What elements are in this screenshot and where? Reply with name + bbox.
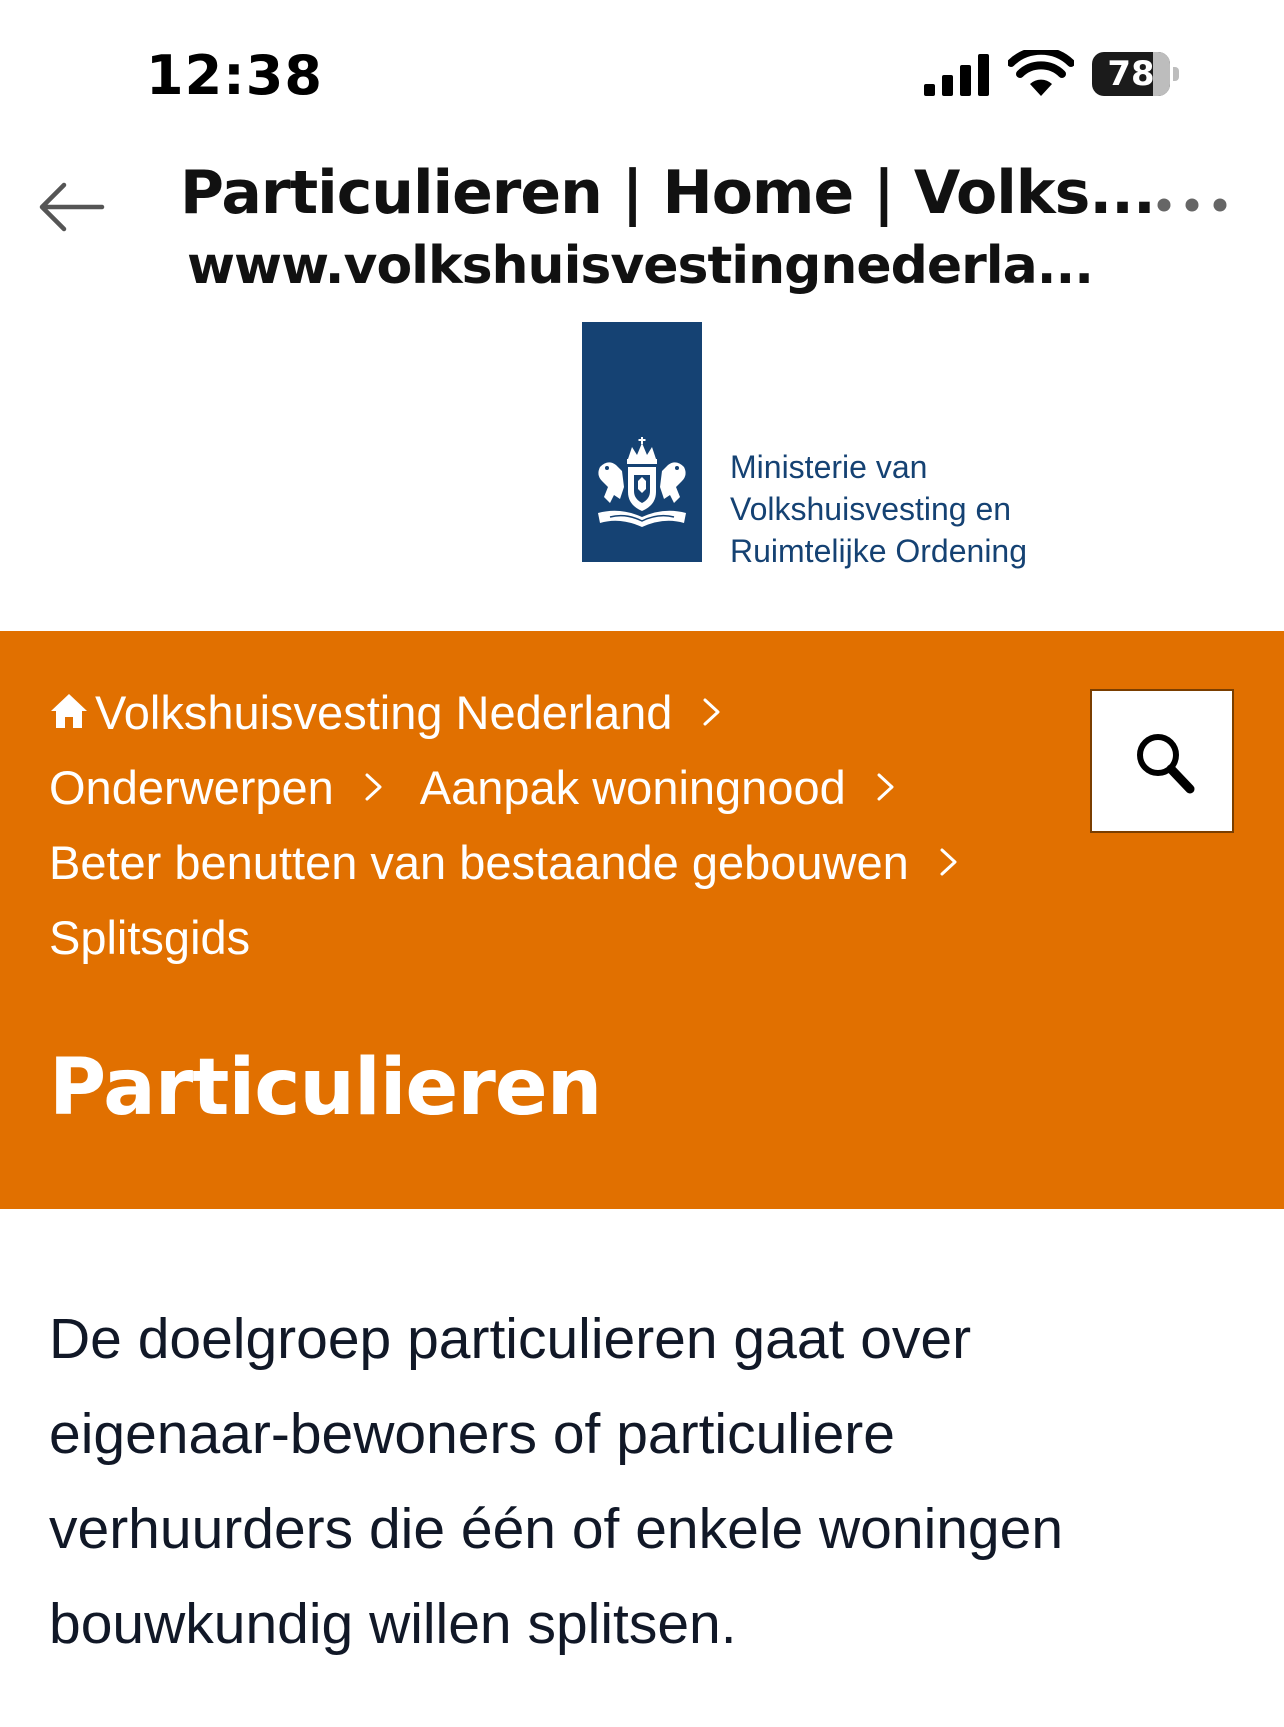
ministry-name-line: Ruimtelijke Ordening [730,533,1028,569]
back-arrow-icon[interactable] [36,180,106,234]
breadcrumb-link-aanpak-woningnood[interactable]: Aanpak woningnood [419,761,846,814]
cellular-signal-icon [924,54,990,96]
ministry-name [730,446,1130,572]
battery-cap [1173,67,1179,81]
chevron-right-icon [939,847,959,877]
battery-indicator [1092,52,1178,96]
ministry-name-line: Volkshuisvesting en [730,491,1012,527]
chevron-right-icon [702,697,722,727]
more-options-icon[interactable] [1156,190,1228,220]
breadcrumb [49,675,1049,975]
page-banner [0,631,1284,1209]
intro-line: bouwkundig willen splitsen. [49,1592,737,1656]
home-icon[interactable] [49,691,89,731]
intro-line: De doelgroep particulieren gaat over [49,1307,972,1371]
status-time: 12:38 [146,44,323,107]
breadcrumb-link-home[interactable]: Volkshuisvesting Nederland [95,686,673,739]
intro-paragraph [49,1292,1239,1672]
wifi-icon [1008,50,1074,98]
search-icon [1134,731,1196,795]
battery-body [1092,52,1170,96]
coat-of-arms-icon [590,437,694,532]
breadcrumb-link-splitsgids[interactable]: Splitsgids [49,911,251,964]
breadcrumb-link-onderwerpen[interactable]: Onderwerpen [49,761,334,814]
rijksoverheid-logo[interactable] [582,322,702,562]
chevron-right-icon [876,772,896,802]
intro-line: eigenaar-bewoners of particuliere [49,1402,895,1466]
status-bar [0,0,1284,150]
page-heading: Particulieren [49,1043,602,1133]
chevron-right-icon [364,772,384,802]
intro-line: verhuurders die één of enkele woningen [49,1497,1064,1561]
page-title: Particulieren | Home | Volks... [180,158,1155,228]
search-button[interactable] [1090,689,1234,833]
battery-percent: 78 [1107,54,1155,94]
breadcrumb-link-beter-benutten[interactable]: Beter benutten van bestaande gebouwen [49,836,909,889]
ministry-name-line: Ministerie van [730,449,928,485]
page-url[interactable]: www.volkshuisvestingnederla... [187,236,1093,296]
